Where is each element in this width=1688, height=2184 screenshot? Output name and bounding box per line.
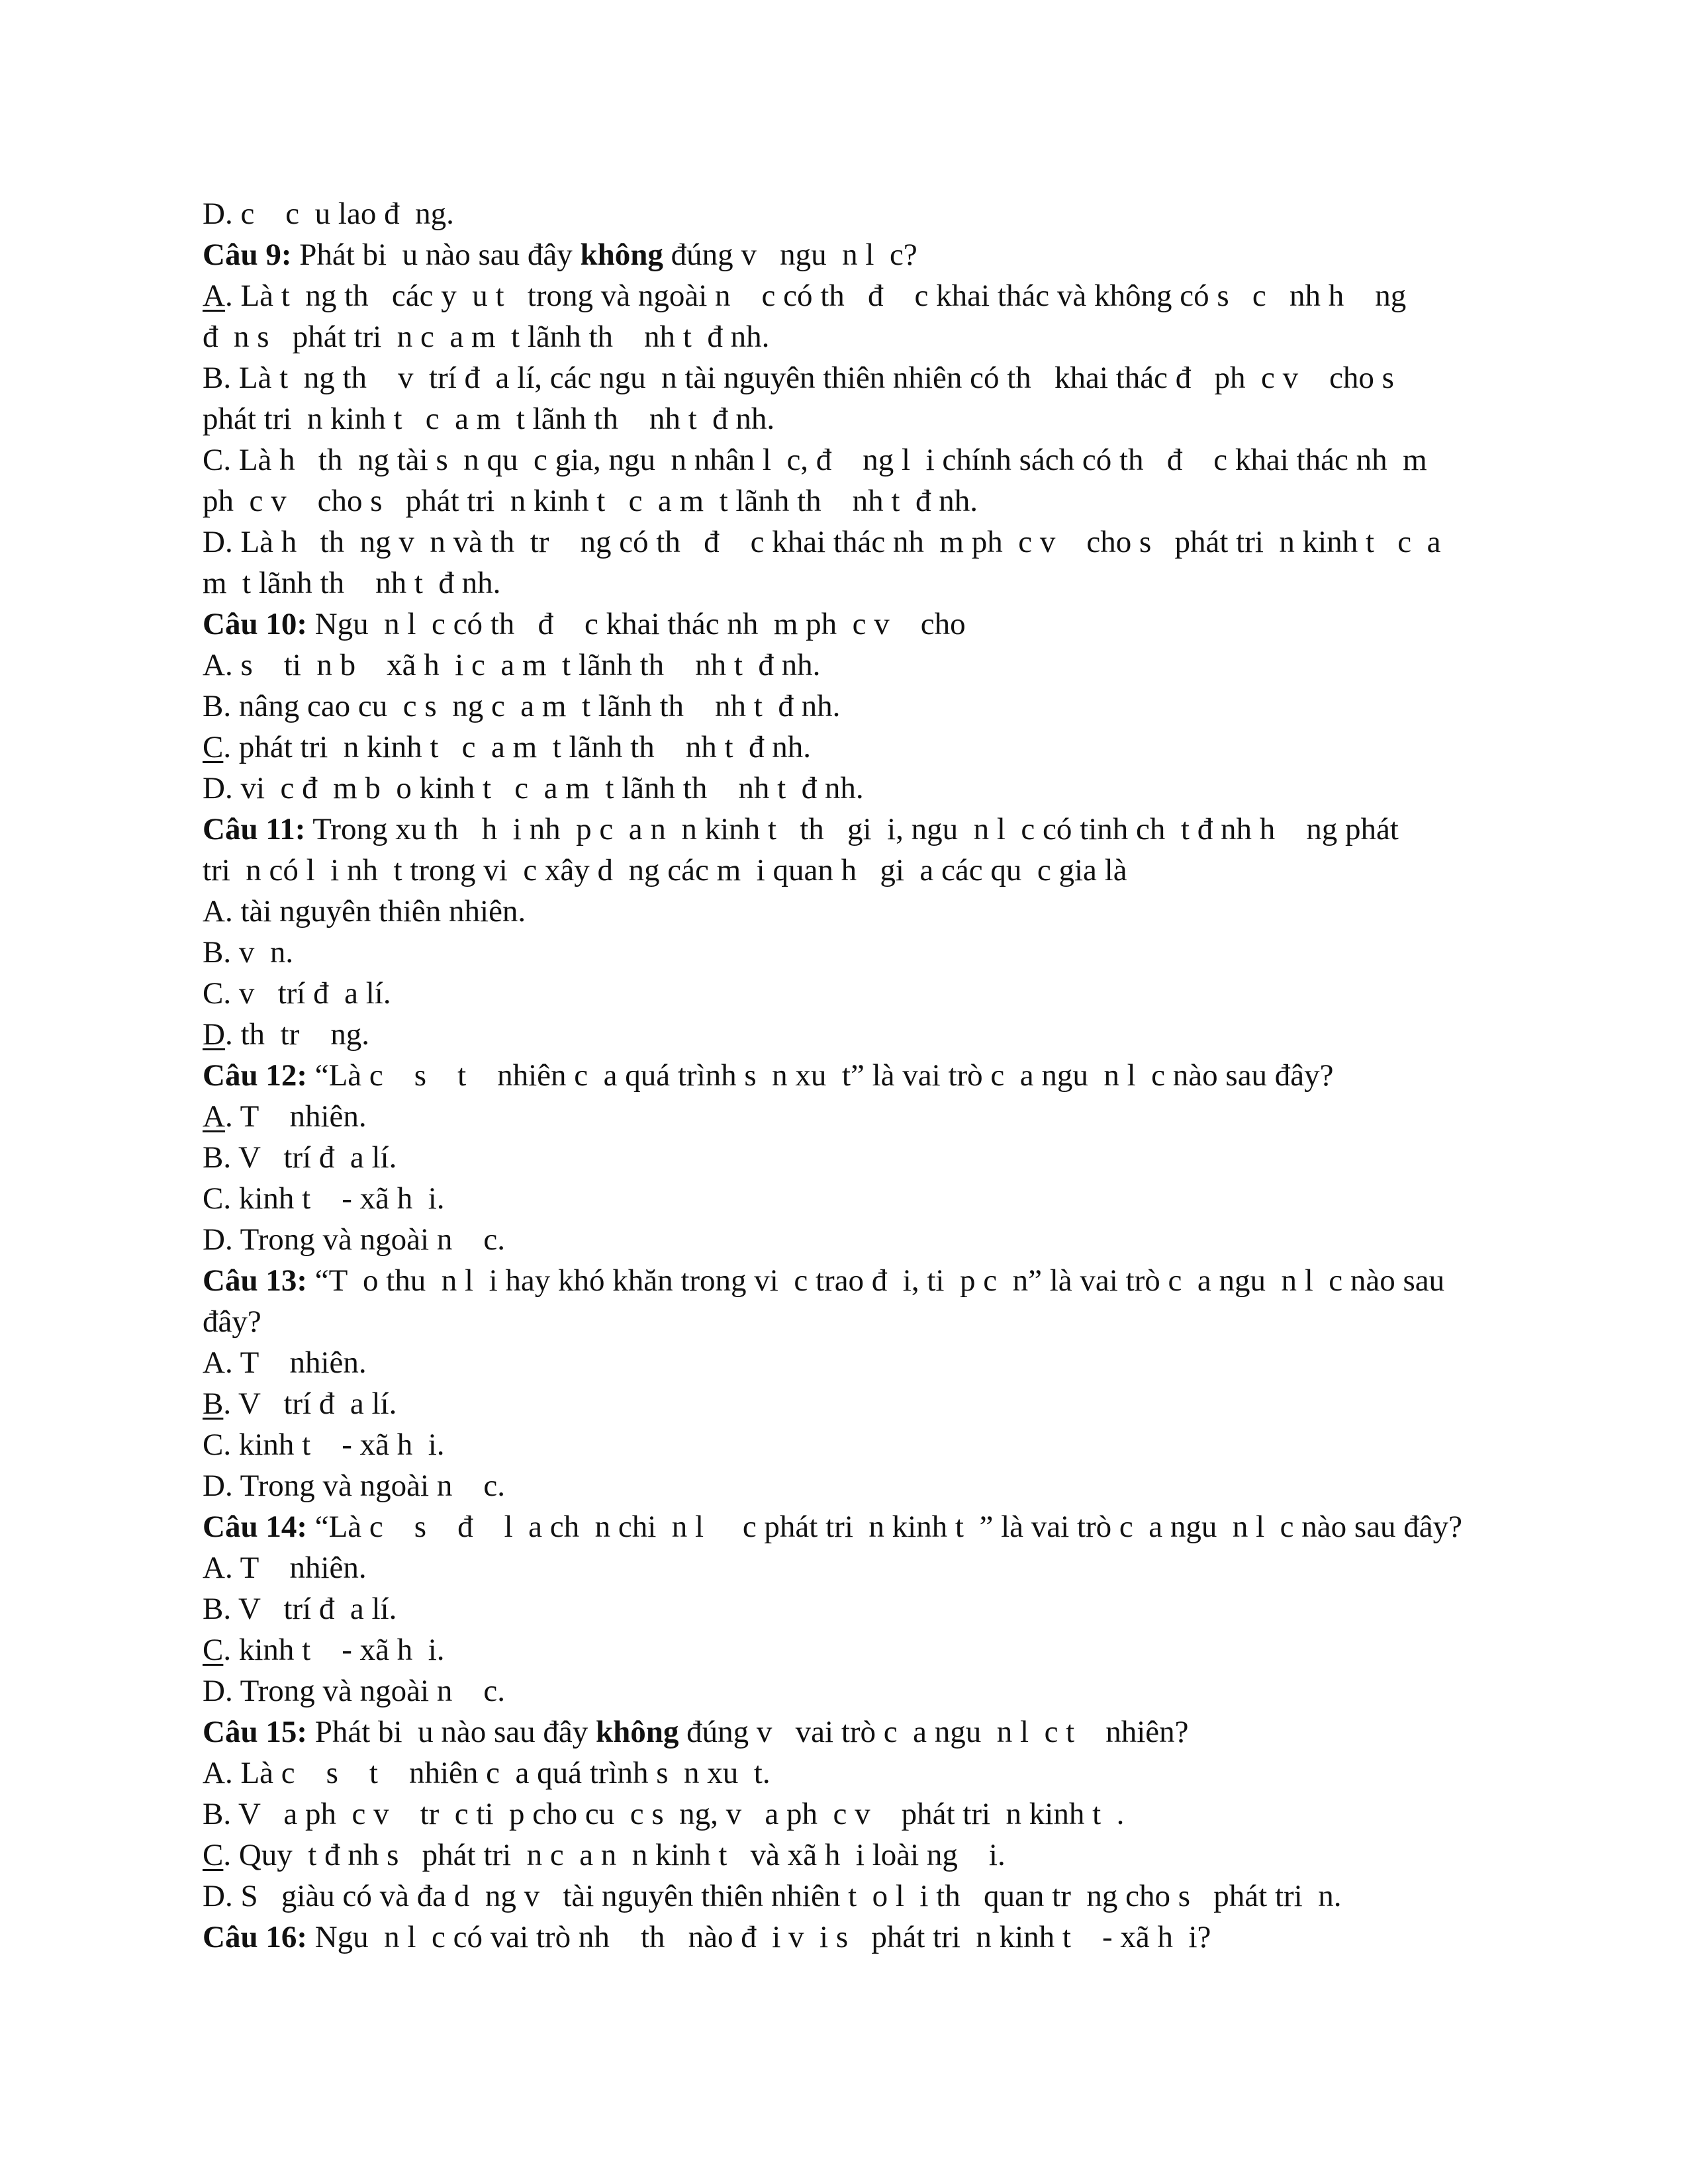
answer-option: D. S giàu có và đa d ng v tài nguyên thiên nhiên t o l i th quan tr ng cho s phát tri n.: [203, 1879, 1342, 1913]
correct-answer-letter: C: [203, 1838, 224, 1872]
answer-option: B. Là t ng th v trí đ a lí, các ngu n tài nguyên thiên nhiên có th khai thác đ ph c v cho s: [203, 361, 1394, 395]
answer-option-correct: [203, 1835, 1627, 1876]
correct-answer-letter: A: [203, 1099, 225, 1134]
question-label: Câu 16:: [203, 1920, 307, 1954]
answer-option: B. V a ph c v tr c ti p cho cu c s ng, v a ph c v phát tri n kinh t .: [203, 1797, 1125, 1831]
question-label: Câu 10:: [203, 607, 307, 641]
question-text: đúng v ngu n l c?: [663, 238, 917, 272]
continuation-line: tri n có l i nh t trong vi c xây d ng các m i quan h gi a các qu c gia là: [203, 853, 1127, 887]
answer-option: D. c c u lao đ ng.: [203, 197, 454, 231]
question-text: Trong xu th h i nh p c a n n kinh t th gi i, ngu n l c có tinh ch t đ nh h ng phát: [305, 812, 1399, 846]
question-line: [203, 1055, 1627, 1096]
answer-option: C. v trí đ a lí.: [203, 976, 391, 1011]
question-label: Câu 14:: [203, 1510, 307, 1544]
answer-option: D. vi c đ m b o kinh t c a m t lãnh th nh t đ nh.: [203, 771, 864, 805]
continuation-line: đây?: [203, 1304, 261, 1339]
emphasis-word: không: [580, 238, 663, 272]
question-label: Câu 12:: [203, 1058, 307, 1093]
continuation-line: phát tri n kinh t c a m t lãnh th nh t đ nh.: [203, 402, 775, 436]
continuation-line: ph c v cho s phát tri n kinh t c a m t lãnh th nh t đ nh.: [203, 484, 978, 518]
answer-option-correct: [203, 1096, 1627, 1137]
correct-answer-letter: C: [203, 730, 224, 764]
question-text: Ngu n l c có vai trò nh th nào đ i v i s phát tri n kinh t - xã h i?: [306, 1920, 1211, 1954]
answer-option: D. Trong và ngoài n c.: [203, 1674, 505, 1708]
answer-option: C. Là h th ng tài s n qu c gia, ngu n nhân l c, đ ng l i chính sách có th đ c khai thác nh m: [203, 443, 1427, 477]
continuation-line: đ n s phát tri n c a m t lãnh th nh t đ nh.: [203, 320, 770, 354]
question-line: [203, 1917, 1627, 1958]
continuation-line: m t lãnh th nh t đ nh.: [203, 566, 501, 600]
option-text: . phát tri n kinh t c a m t lãnh th nh t đ nh.: [223, 730, 812, 764]
question-text: “Là c s t nhiên c a quá trình s n xu t” là vai trò c a ngu n l c nào sau đây?: [306, 1058, 1334, 1093]
answer-option: B. nâng cao cu c s ng c a m t lãnh th nh t đ nh.: [203, 689, 841, 723]
question-label: Câu 13:: [203, 1263, 307, 1298]
answer-option: A. T nhiên.: [203, 1551, 367, 1585]
question-label: Câu 15:: [203, 1715, 307, 1749]
answer-option: C. kinh t - xã h i.: [203, 1181, 445, 1216]
question-line: [203, 1506, 1627, 1547]
answer-option-correct: [203, 1014, 1627, 1055]
option-text: . Quy t đ nh s phát tri n c a n n kinh t và xã h i loài ng i.: [223, 1838, 1006, 1872]
option-text: . T nhiên.: [224, 1099, 367, 1134]
answer-option-correct: [203, 1383, 1627, 1424]
answer-option-correct: [203, 275, 1627, 316]
option-text: . Là t ng th các y u t trong và ngoài n c có th đ c khai thác và không có s c nh h ng: [224, 279, 1407, 313]
answer-option-correct: [203, 1629, 1627, 1670]
question-text: Phát bi u nào sau đây: [306, 1715, 596, 1749]
option-text: . th tr ng.: [224, 1017, 369, 1052]
question-line: [203, 604, 1627, 645]
question-line: [203, 809, 1627, 850]
answer-option: D. Trong và ngoài n c.: [203, 1469, 505, 1503]
correct-answer-letter: C: [203, 1633, 224, 1667]
question-label: Câu 11:: [203, 812, 306, 846]
answer-option: B. V trí đ a lí.: [203, 1592, 397, 1626]
answer-option: C. kinh t - xã h i.: [203, 1428, 445, 1462]
question-line: [203, 1260, 1627, 1301]
question-text: “Là c s đ l a ch n chi n l c phát tri n kinh t ” là vai trò c a ngu n l c nào sau đây?: [306, 1510, 1463, 1544]
answer-option: B. V trí đ a lí.: [203, 1140, 397, 1175]
answer-option: A. tài nguyên thiên nhiên.: [203, 894, 526, 929]
answer-option: B. v n.: [203, 935, 294, 970]
document-page: [203, 193, 1627, 1958]
answer-option: D. Là h th ng v n và th tr ng có th đ c khai thác nh m ph c v cho s phát tri n kinh t c a: [203, 525, 1441, 559]
question-text: “T o thu n l i hay khó khăn trong vi c trao đ i, ti p c n” là vai trò c a ngu n l c nào sau: [306, 1263, 1445, 1298]
question-text: Ngu n l c có th đ c khai thác nh m ph c v cho: [306, 607, 966, 641]
question-line: [203, 1711, 1627, 1752]
question-text: đúng v vai trò c a ngu n l c t nhiên?: [679, 1715, 1189, 1749]
emphasis-word: không: [595, 1715, 679, 1749]
option-text: . kinh t - xã h i.: [223, 1633, 445, 1667]
question-label: Câu 9:: [203, 238, 292, 272]
answer-option-correct: [203, 727, 1627, 768]
correct-answer-letter: B: [203, 1387, 224, 1421]
answer-option: A. Là c s t nhiên c a quá trình s n xu t.: [203, 1756, 771, 1790]
question-line: [203, 234, 1627, 275]
question-text: Phát bi u nào sau đây: [291, 238, 581, 272]
answer-option: D. Trong và ngoài n c.: [203, 1222, 505, 1257]
correct-answer-letter: A: [203, 279, 225, 313]
answer-option: A. s ti n b xã h i c a m t lãnh th nh t đ nh.: [203, 648, 821, 682]
answer-option: A. T nhiên.: [203, 1345, 367, 1380]
correct-answer-letter: D: [203, 1017, 225, 1052]
option-text: . V trí đ a lí.: [223, 1387, 397, 1421]
